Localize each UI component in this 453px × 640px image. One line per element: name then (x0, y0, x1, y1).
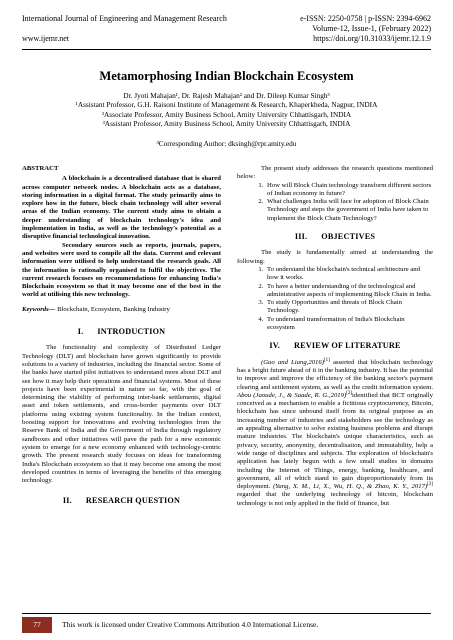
section-heading-research-question: II. RESEARCH QUESTION (62, 496, 181, 506)
license-notice[interactable]: This work is licensed under Creative Commons Attribution 4.0 International License. (62, 620, 319, 629)
introduction-paragraph: The functionality and complexity of Distributed Ledger Technology (DLT) and blockchain have grown significantly to provide solutions to a variety of industries, including the financial sector. Some of the banks have started pilot initiatives to understand more about DLT and see how it may help their operations and financial systems. Most of these projects have been experimental in nature so far, with the goal of determining the viability of performing inter-bank settlements, digital asset and token settlements, and cross-border payments over DLT platforms using existing system functionality. In the Indian context, boosting support for innovations and evolving technologies from the Reserve Bank of India and the Government of India through regulatory sandboxes and other initiatives will pave the path for a new economic system to emerge for a new economy enhanced with technology-centric growth. The present research study focuses on ideas for transforming India's Blockchain ecosystem so that it may become one among the most developed countries in terms of leveraging the benefits of this emerging technology. (22, 344, 221, 485)
affiliation-3: ³Assistant Professor, Amity Business School, Amity University Chhattisgarh, INDIA (102, 118, 351, 128)
list-item: 2. To have a better understanding of the technological and administrative aspects of implementing Block Chain in India. (265, 283, 433, 300)
list-item: 1. To understand the blockchain's technical architecture and how it works. (265, 266, 433, 283)
research-question-list (237, 182, 433, 223)
citation-3-ref: [3] (427, 481, 433, 487)
paper-title: Metamorphosing Indian Blockchain Ecosystem (99, 69, 354, 83)
section-heading-introduction: I. INTRODUCTION (77, 327, 166, 337)
author-names: Dr. Jyoti Mahajan¹, Dr. Rajesh Mahajan² and Dr. Dileep Kumar Singh³ (123, 91, 330, 100)
section-heading-literature-review: IV. REVIEW OF LITERATURE (269, 341, 401, 351)
list-item: 1. How will Block Chain technology transform different sectors of Indian economy in future? (265, 182, 433, 199)
left-column (22, 165, 221, 514)
right-column (237, 165, 433, 508)
journal-website[interactable]: www.ijemr.net (22, 34, 70, 43)
issn: e-ISSN: 2250-0758 | p-ISSN: 2394-6962 (300, 14, 431, 23)
affiliation-2: ²Associate Professor, Amity Business School, Amity University Chhattisgarh, INDIA (101, 109, 352, 119)
volume-issue: Volume-12, Issue-1, (February 2022) (312, 24, 431, 33)
literature-review-paragraph: (Guo and Liang,2016)[1] asserted that blockchain technology has a bright future ahead of it in the banking industry. It has the potential to improve and improve the efficiency of the banking sector's payment clearing and settlement system, as well as the credit information system. Abou (Jaoude, J., & Saade, R. G.,2019)[2]identified that BCT originally conceived as a mechanism to enable a fictitious cryptocurrency, Bitcoin, blockchain has since unbound itself from its original purpose as an increasing number of industries and stakeholders see the technology as an appealing alternative to solve existing business problems and disrupt mature industries. The blockchain's unique characteristics, such as privacy, security, anonymity, decentralisation, and immutability, help a wide range of disciplines and subjects. The exploration of blockchain's application has lately begun with a few small studies in domains including the Internet of Things, energy, banking, healthcare, and government, all of which stand to gain disproportionately from its deployment. (Yang, X. M., Li, X., Wu, H. Q., & Zhao, K. Y., 2017)[3] regarded that the underlying technology of bitcoin, blockchain technology is not only applied in the field of finance, but (237, 357, 433, 507)
page-footer (22, 617, 431, 633)
citation-2: Abou (Jaoude, J., & Saade, R. G.,2019) (237, 391, 347, 399)
research-question-intro: The present study addresses the research questions mentioned below: (237, 165, 433, 181)
author-block (30, 91, 423, 128)
abstract-paragraph-1: A blockchain is a decentralised database that is shared across computer network nodes. A blockchain acts as a database, storing information in a digital format. The study primarily aims to explore how in the future, block chain technology will alter several areas of the Indian economy. The current study aims to obtain a deeper understanding of blockchain technology's idea and implementation in India, as well as the technology's potential as a disruptive financial technological innovation. (22, 175, 221, 241)
section-heading-objectives: III. OBJECTIVES (294, 232, 376, 242)
objectives-list (237, 266, 433, 332)
corresponding-author: ³Corresponding Author: dksingh@rpr.amity.edu (156, 139, 297, 148)
objectives-intro: The study is fundamentally aimed at understanding the following: (237, 249, 433, 265)
list-item: 4. To understand transformation of India's Blockchain ecosystem (265, 316, 433, 333)
keywords-list: Blockchain, Ecosystem, Banking Industry (55, 305, 170, 313)
citation-3: (Yang, X. M., Li, X., Wu, H. Q., & Zhao, K. Y., 2017) (273, 483, 428, 491)
running-header (22, 14, 431, 44)
keywords (22, 306, 221, 314)
footer-rule (22, 613, 431, 614)
list-item: 2. What challenges India will face for adoption of Block Chain Technology and steps the government of India have taken to implement the Block Chain Technology? (265, 198, 433, 223)
journal-name: International Journal of Engineering and Management Research (22, 14, 227, 23)
list-item: 3. To study Opportunities and threats of Block Chain Technology. (265, 299, 433, 316)
header-rule (22, 49, 431, 50)
abstract-paragraph-2: Secondary sources such as reports, journals, papers, and websites were used to compile all the data. Current and relevant information were utilised to help understand the research goals. All the information is rationally organised to fulfil the objectives. The current research focuses on recommendations for enhancing India's Blockchain ecosystem so that it may become one of the best in the world at utilising this new technology. (22, 241, 221, 299)
keywords-label: Keywords— (22, 305, 56, 313)
citation-2-ref: [2] (346, 390, 353, 396)
doi-link[interactable]: https://doi.org/10.31033/ijemr.12.1.9 (313, 34, 431, 43)
affiliation-1: ¹Assistant Professor, G.H. Raisoni Institute of Management & Research, Khaperkheda, Nagpur, INDIA (75, 100, 378, 110)
page-number: 77 (22, 617, 52, 633)
abstract-heading: ABSTRACT (22, 165, 59, 172)
citation-1-ref: [1] (323, 357, 330, 363)
citation-1: (Guo and Liang,2016) (261, 358, 324, 366)
